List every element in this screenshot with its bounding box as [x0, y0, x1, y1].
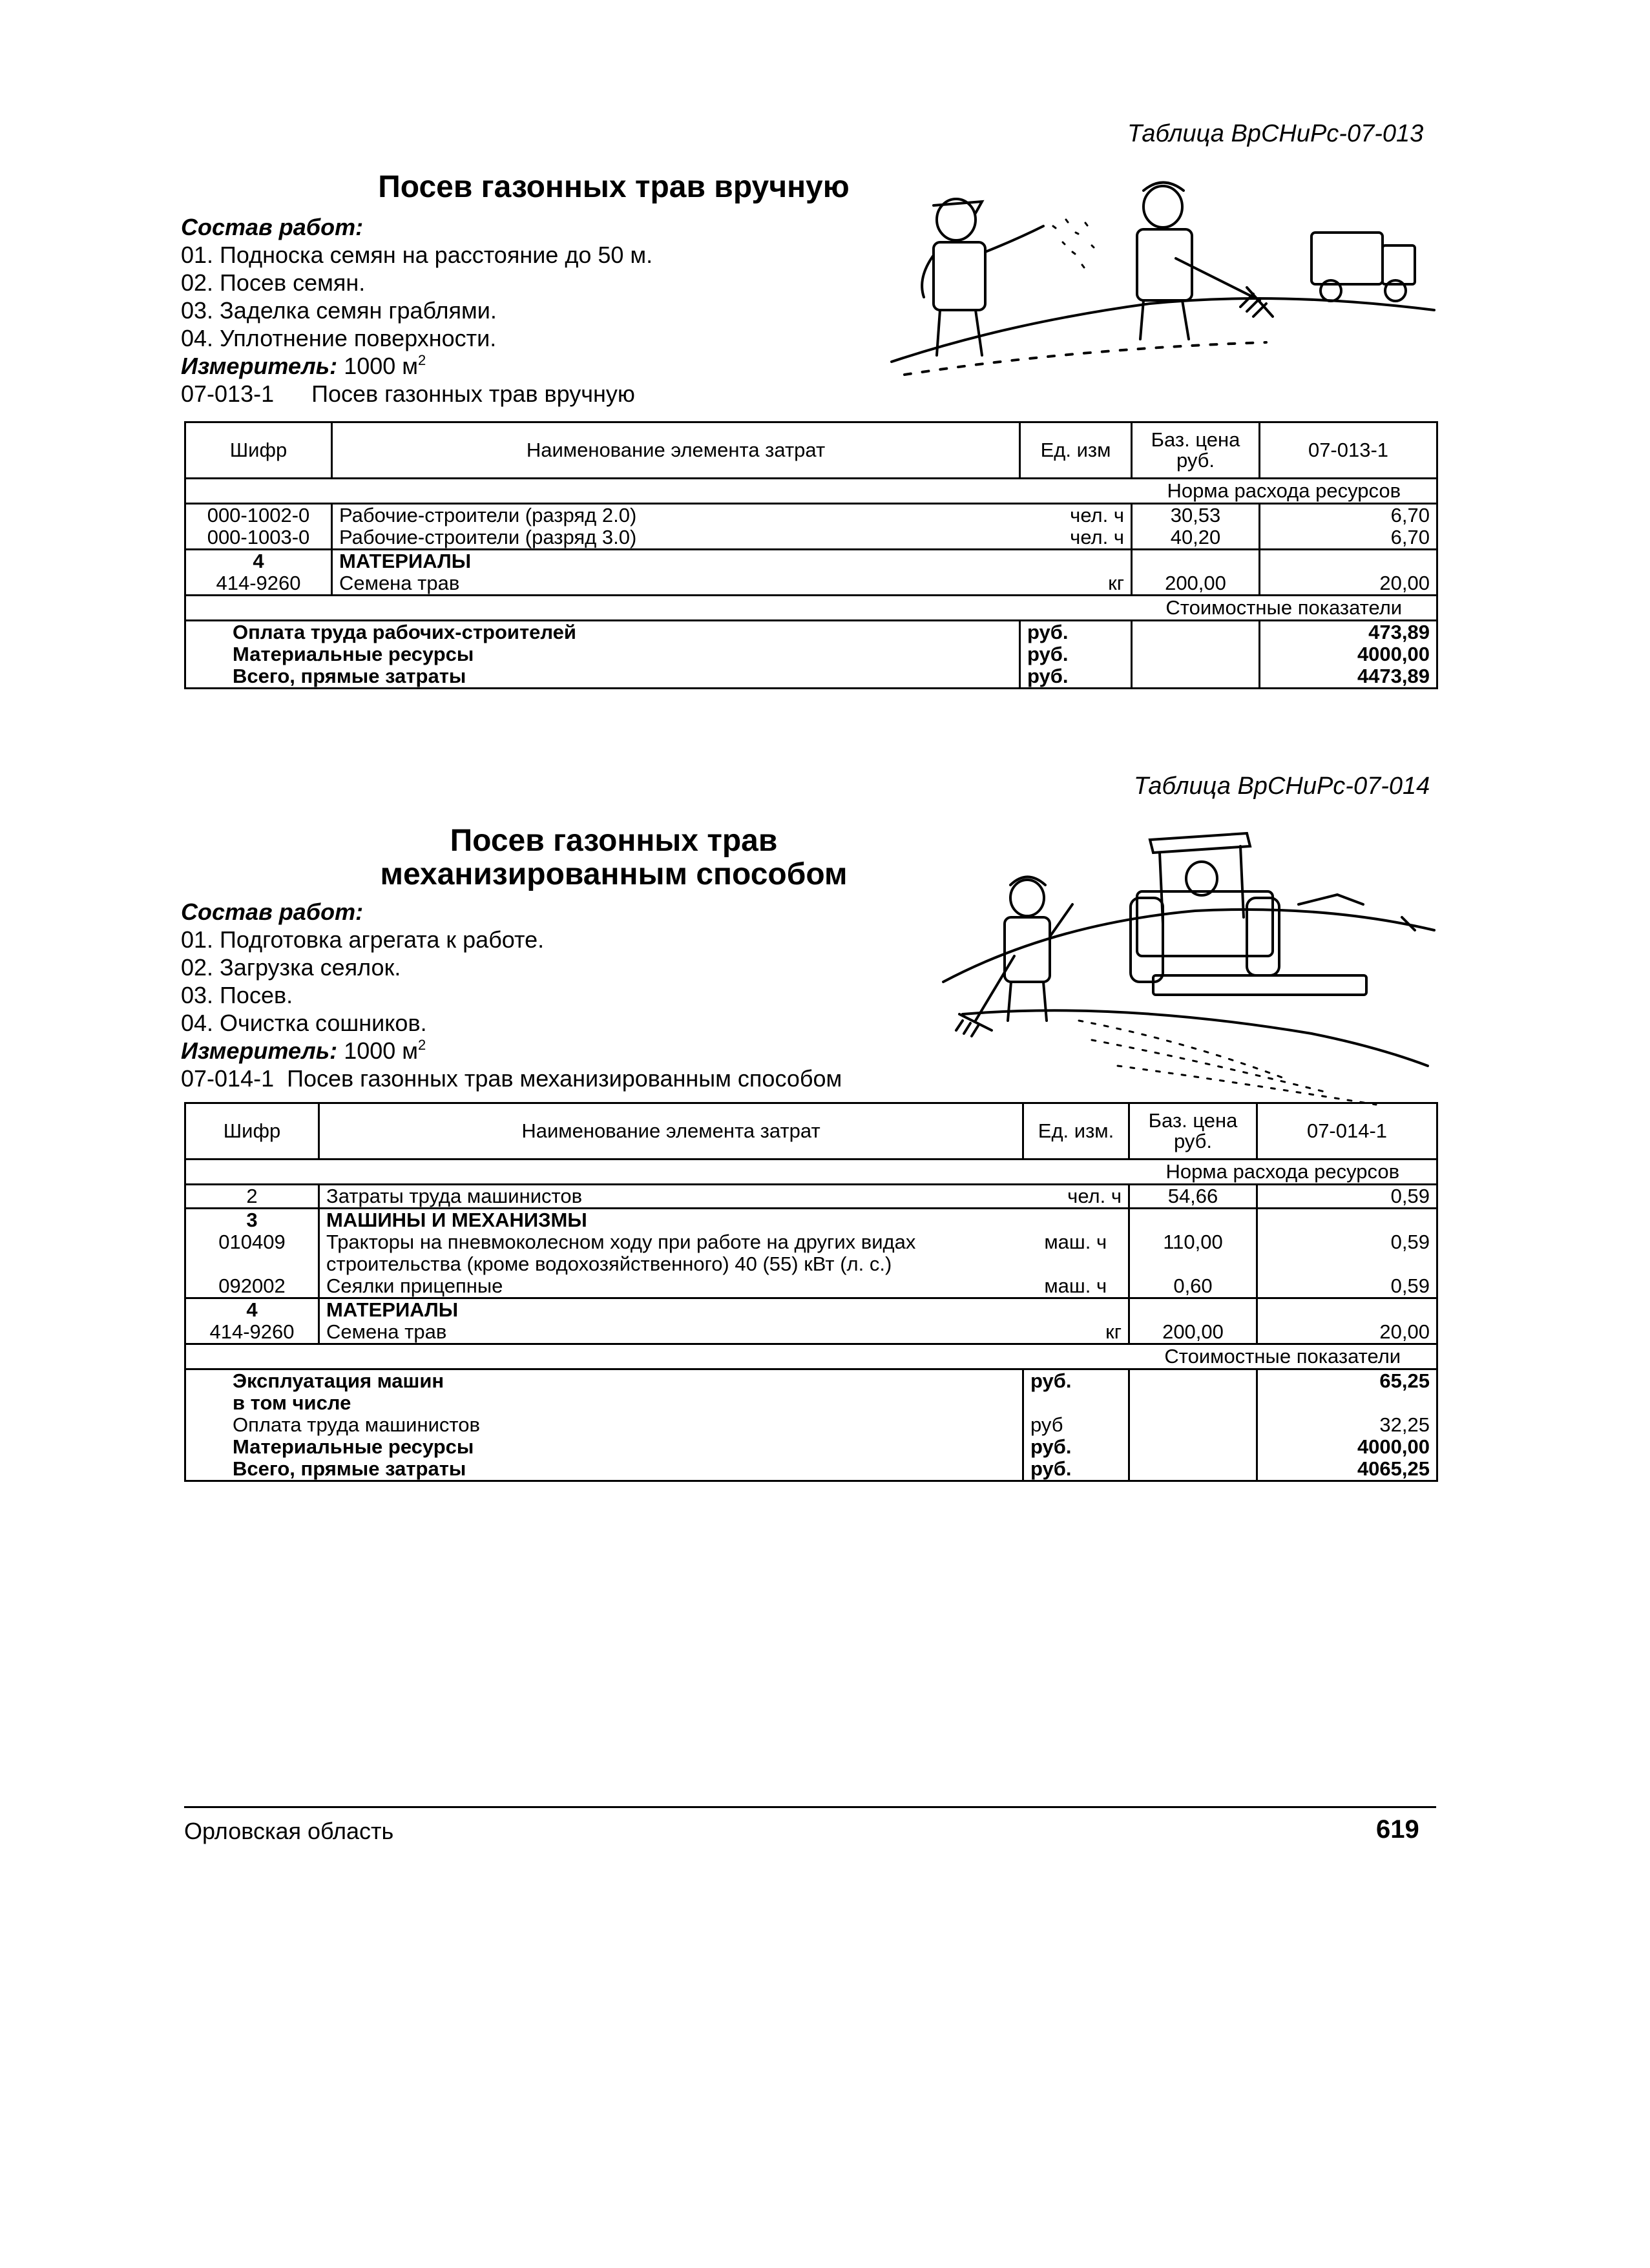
total-row — [185, 1458, 1437, 1481]
row-price: 110,00 — [1129, 1231, 1257, 1275]
row-unit — [1020, 550, 1132, 573]
step: 01. Подготовка агрегата к работе. — [181, 926, 545, 953]
total-value: 65,25 — [1257, 1369, 1437, 1393]
row-code: 3 — [185, 1209, 319, 1232]
header-col: 07-013-1 — [1260, 422, 1437, 479]
header-price-l1: Баз. цена — [1151, 428, 1240, 451]
step: 03. Заделка семян граблями. — [181, 297, 497, 324]
row-value: 0,59 — [1257, 1231, 1437, 1275]
row-name: Рабочие-строители (разряд 2.0) — [332, 504, 1020, 527]
table-caption-2: Таблица ВрСНиРс-07-014 — [1134, 773, 1430, 800]
cost-table-2 — [184, 1102, 1438, 1482]
table-header-row — [185, 422, 1437, 479]
work-label: Состав работ: — [181, 214, 364, 240]
row-unit: чел. ч — [1070, 504, 1124, 526]
total-name: Материальные ресурсы — [185, 643, 1020, 665]
table-row — [185, 1298, 1437, 1322]
total-value: 4065,25 — [1257, 1458, 1437, 1481]
row-price: 0,60 — [1129, 1275, 1257, 1298]
total-name: Материальные ресурсы — [185, 1436, 1023, 1458]
row-price: 30,53 — [1132, 504, 1260, 527]
illustration-hand-sowing — [879, 161, 1447, 407]
illustration-tractor-sowing — [924, 807, 1441, 1111]
step: 01. Подноска семян на расстояние до 50 м. — [181, 242, 653, 268]
header-code: Шифр — [185, 1103, 319, 1160]
row-name: МАТЕРИАЛЫ — [319, 1298, 1023, 1322]
header-price-l2: руб. — [1176, 449, 1215, 472]
total-unit: руб. — [1023, 1369, 1129, 1393]
total-row — [185, 643, 1437, 665]
row-name: МАШИНЫ И МЕХАНИЗМЫ — [319, 1209, 1023, 1232]
total-unit: руб — [1023, 1414, 1129, 1436]
row-name: Семена трав — [332, 572, 1020, 596]
row-unit: маш. ч — [1044, 1231, 1107, 1253]
table-row — [185, 1231, 1437, 1275]
cost-header-row — [185, 596, 1437, 621]
row-unit — [1023, 1298, 1129, 1322]
measure-value: 1000 м — [344, 1037, 419, 1064]
row-price: 200,00 — [1132, 572, 1260, 596]
table-caption-1: Таблица ВрСНиРс-07-013 — [1127, 120, 1424, 147]
total-name: Всего, прямые затраты — [185, 665, 1020, 689]
measure-sup: 2 — [418, 352, 426, 368]
total-value: 473,89 — [1260, 621, 1437, 644]
row-value — [1257, 1209, 1437, 1232]
step: 04. Очистка сошников. — [181, 1010, 427, 1036]
row-value: 0,59 — [1257, 1275, 1437, 1298]
total-name: Оплата труда машинистов — [185, 1414, 1023, 1436]
row-code: 000-1003-0 — [185, 526, 332, 550]
work-composition-1 — [181, 213, 653, 408]
table-row — [185, 550, 1437, 573]
row-unit: чел. ч — [1020, 526, 1132, 550]
total-value: 4000,00 — [1257, 1436, 1437, 1458]
total-row — [185, 665, 1437, 689]
row-unit: маш. ч — [1023, 1275, 1129, 1298]
total-unit: руб. — [1020, 621, 1132, 644]
header-price — [1129, 1103, 1257, 1160]
row-unit: чел. ч — [1023, 1185, 1129, 1209]
header-name: Наименование элемента затрат — [319, 1103, 1023, 1160]
measure-value: 1000 м — [344, 353, 419, 379]
norm-header-row — [185, 1160, 1437, 1185]
row-value: 0,59 — [1257, 1185, 1437, 1209]
row-code: 4 — [185, 1298, 319, 1322]
total-name: Оплата труда рабочих-строителей — [185, 621, 1020, 644]
code: 07-014-1 — [181, 1065, 275, 1092]
page-number: 619 — [1376, 1815, 1419, 1844]
header-price-l1: Баз. цена — [1148, 1109, 1238, 1132]
row-price: 40,20 — [1132, 526, 1260, 550]
row-price: 54,66 — [1129, 1185, 1257, 1209]
section-title-2-l2: механизированным способом — [380, 857, 848, 891]
table-row — [185, 1185, 1437, 1209]
row-name: МАТЕРИАЛЫ — [332, 550, 1020, 573]
row-value: 20,00 — [1260, 572, 1437, 596]
measure-line — [181, 352, 653, 380]
total-unit: руб. — [1020, 643, 1132, 665]
row-code: 4 — [185, 550, 332, 573]
measure-label: Измеритель: — [181, 353, 338, 379]
row-price: 200,00 — [1129, 1321, 1257, 1344]
cost-table-1 — [184, 421, 1438, 689]
total-value: 4000,00 — [1260, 643, 1437, 665]
row-unit — [1023, 1209, 1129, 1232]
header-code: Шифр — [185, 422, 332, 479]
total-name: Эксплуатация машин — [185, 1369, 1023, 1393]
header-price — [1132, 422, 1260, 479]
table-row — [185, 572, 1437, 596]
row-code: 414-9260 — [185, 1321, 319, 1344]
table-row — [185, 504, 1437, 527]
measure-label: Измеритель: — [181, 1037, 338, 1064]
total-row — [185, 1436, 1437, 1458]
total-row — [185, 1414, 1437, 1436]
row-value — [1257, 1298, 1437, 1322]
total-value: 4473,89 — [1260, 665, 1437, 689]
row-code: 092002 — [185, 1275, 319, 1298]
row-name: Сеялки прицепные — [319, 1275, 1023, 1298]
step: 04. Уплотнение поверхности. — [181, 325, 497, 351]
table-row — [185, 1209, 1437, 1232]
norm-header: Норма расхода ресурсов — [1132, 479, 1437, 504]
total-unit — [1023, 1392, 1129, 1414]
norm-header: Норма расхода ресурсов — [1129, 1160, 1437, 1185]
row-value: 6,70 — [1260, 504, 1437, 527]
table-header-row — [185, 1103, 1437, 1160]
total-value: 32,25 — [1257, 1414, 1437, 1436]
row-price — [1132, 550, 1260, 573]
header-col: 07-014-1 — [1257, 1103, 1437, 1160]
row-name: Тракторы на пневмоколесном ходу при работе на других видах строительства (кроме водохозяйственного) 40 (55) кВт (л. с.) — [319, 1231, 1023, 1275]
row-name: Затраты труда машинистов — [319, 1185, 1023, 1209]
total-row — [185, 1369, 1437, 1393]
table-row — [185, 1275, 1437, 1298]
row-code: 2 — [185, 1185, 319, 1209]
table-row — [185, 526, 1437, 550]
total-unit: руб. — [1023, 1458, 1129, 1481]
section-title-2 — [336, 824, 892, 891]
row-unit: кг — [1023, 1321, 1129, 1344]
table-row — [185, 1321, 1437, 1344]
row-price — [1129, 1298, 1257, 1322]
step: 03. Посев. — [181, 982, 293, 1008]
cost-header: Стоимостные показатели — [1132, 596, 1437, 621]
footer-region: Орловская область — [184, 1818, 394, 1844]
header-price-l2: руб. — [1173, 1130, 1213, 1152]
work-composition-2 — [181, 898, 842, 1092]
total-unit: руб. — [1023, 1436, 1129, 1458]
total-name: Всего, прямые затраты — [185, 1458, 1023, 1481]
measure-line — [181, 1037, 842, 1065]
header-unit: Ед. изм — [1020, 422, 1132, 479]
row-name: Рабочие-строители (разряд 3.0) — [332, 526, 1020, 550]
total-value — [1257, 1392, 1437, 1414]
code: 07-013-1 — [181, 380, 275, 407]
total-name: в том числе — [185, 1392, 1023, 1414]
row-code: 000-1002-0 — [185, 504, 332, 527]
code-title: Посев газонных трав механизированным способом — [287, 1065, 842, 1092]
total-unit: руб. — [1020, 665, 1132, 689]
total-row — [185, 1392, 1437, 1414]
header-unit: Ед. изм. — [1023, 1103, 1129, 1160]
cost-header: Стоимостные показатели — [1129, 1344, 1437, 1369]
code-line — [181, 1065, 842, 1092]
code-title: Посев газонных трав вручную — [311, 380, 635, 407]
row-price — [1129, 1209, 1257, 1232]
row-value: 6,70 — [1260, 526, 1437, 550]
work-label: Состав работ: — [181, 899, 364, 925]
row-value — [1260, 550, 1437, 573]
code-line — [181, 380, 653, 408]
row-code: 414-9260 — [185, 572, 332, 596]
step: 02. Загрузка сеялок. — [181, 954, 401, 981]
row-code: 010409 — [185, 1231, 319, 1275]
cost-header-row — [185, 1344, 1437, 1369]
section-title-1: Посев газонных трав вручную — [378, 170, 850, 204]
row-name: Семена трав — [319, 1321, 1023, 1344]
header-name: Наименование элемента затрат — [332, 422, 1020, 479]
step: 02. Посев семян. — [181, 269, 366, 296]
row-unit: кг — [1020, 572, 1132, 596]
row-value: 20,00 — [1257, 1321, 1437, 1344]
footer-divider — [184, 1806, 1436, 1808]
total-row — [185, 621, 1437, 644]
norm-header-row — [185, 479, 1437, 504]
section-title-2-l1: Посев газонных трав — [450, 824, 778, 858]
measure-sup: 2 — [418, 1037, 426, 1053]
